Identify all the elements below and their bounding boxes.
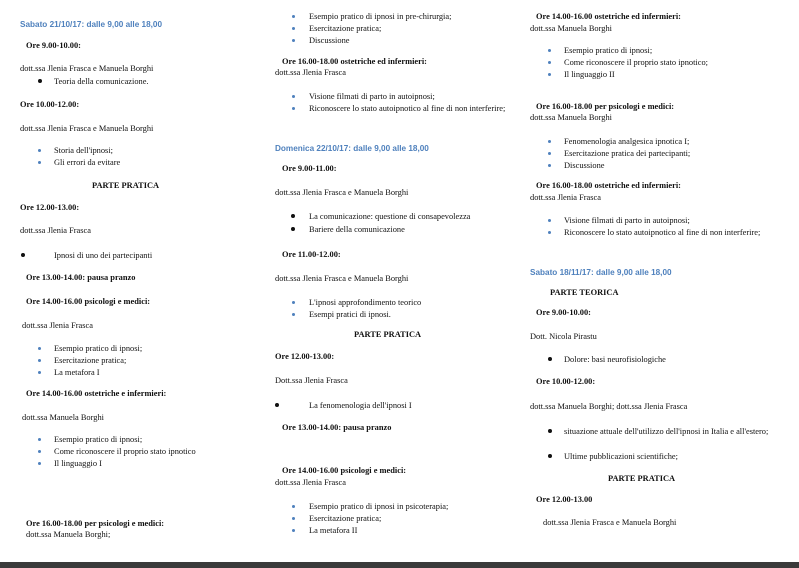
- bullet-icon: [548, 429, 552, 433]
- speaker-line: dott.ssa Jlenia Frasca: [275, 478, 346, 487]
- bullet-icon: [292, 95, 295, 98]
- bullet-icon: [38, 371, 41, 374]
- list-item: Dolore: basi neurofisiologiche: [564, 355, 666, 364]
- bullet-icon: [548, 73, 551, 76]
- bullet-icon: [548, 61, 551, 64]
- bullet-icon: [21, 253, 25, 257]
- section-heading-pratica: PARTE PRATICA: [608, 474, 676, 483]
- list-item: La fenomenologia dell'ipnosi I: [309, 401, 412, 410]
- speaker-line: Dott.ssa Jlenia Frasca: [275, 376, 348, 385]
- time-slot-heading: Ore 16.00-18.00 ostetriche ed infermieri:: [282, 57, 427, 66]
- list-item: Esempio pratico di ipnosi;: [54, 344, 143, 353]
- bullet-icon: [292, 505, 295, 508]
- bullet-icon: [548, 140, 551, 143]
- time-slot-heading: Ore 9.00-10.00:: [536, 308, 591, 317]
- time-slot-heading: Ore 9.00-11.00:: [282, 164, 337, 173]
- time-slot-heading: Ore 10.00-12.00:: [536, 377, 596, 386]
- time-slot-heading: Ore 14.00-16.00 psicologi e medici:: [282, 466, 407, 475]
- day-date-heading: Sabato 18/11/17: dalle 9,00 alle 18,00: [530, 268, 672, 277]
- time-slot-heading: Ore 16.00-18.00 per psicologi e medici:: [536, 102, 675, 111]
- time-slot-heading: Ore 16.00-18.00 per psicologi e medici:: [26, 519, 165, 528]
- list-item: Esercitazione pratica;: [54, 356, 127, 365]
- speaker-line: dott.ssa Manuela Borghi: [530, 113, 612, 122]
- time-slot-heading: Ore 13.00-14.00: pausa pranzo: [26, 273, 136, 282]
- list-item: Discussione: [564, 161, 605, 170]
- speaker-line: dott.ssa Jlenia Frasca: [275, 68, 346, 77]
- bullet-icon: [291, 214, 295, 218]
- speaker-line: dott.ssa Jlenia Frasca: [20, 226, 91, 235]
- bullet-icon: [548, 231, 551, 234]
- day-date-heading: Domenica 22/10/17: dalle 9,00 alle 18,00: [275, 144, 429, 153]
- time-slot-heading: Ore 16.00-18.00 ostetriche ed infermieri:: [536, 181, 681, 190]
- bullet-icon: [548, 152, 551, 155]
- time-slot-heading: Ore 12.00-13.00:: [275, 352, 335, 361]
- speaker-line: dott.ssa Jlenia Frasca e Manuela Borghi: [543, 518, 677, 527]
- bullet-icon: [548, 454, 552, 458]
- bullet-icon: [292, 27, 295, 30]
- list-item: Riconoscere lo stato autoipnotico al fine di non interferire;: [309, 104, 506, 113]
- list-item: Il linguaggio II: [564, 70, 615, 79]
- bullet-icon: [548, 219, 551, 222]
- bullet-icon: [291, 227, 295, 231]
- list-item: Il linguaggio I: [54, 459, 102, 468]
- speaker-line: dott.ssa Manuela Borghi: [530, 24, 612, 33]
- list-item: Fenomenologia analgesica ipnotica I;: [564, 137, 690, 146]
- bullet-icon: [548, 164, 551, 167]
- bullet-icon: [38, 450, 41, 453]
- section-heading-pratica: PARTE PRATICA: [92, 181, 160, 190]
- list-item: situazione attuale dell'utilizzo dell'ipnosi in Italia e all'estero;: [564, 427, 769, 436]
- bullet-icon: [38, 347, 41, 350]
- list-item: Esercitazione pratica dei partecipanti;: [564, 149, 691, 158]
- list-item: Riconoscere lo stato autoipnotico al fine di non interferire;: [564, 228, 761, 237]
- speaker-line: dott.ssa Jlenia Frasca: [22, 321, 93, 330]
- list-item: La metafora I: [54, 368, 100, 377]
- list-item: Come riconoscere il proprio stato ipnotico;: [564, 58, 708, 67]
- time-slot-heading: Ore 10.00-12.00:: [20, 100, 80, 109]
- bullet-icon: [38, 438, 41, 441]
- list-item: Gli errori da evitare: [54, 158, 121, 167]
- bottom-edge-bar: [0, 562, 799, 568]
- bullet-icon: [292, 107, 295, 110]
- time-slot-heading: Ore 14.00-16.00 ostetriche e infermieri:: [26, 389, 167, 398]
- list-item: Visione filmati di parto in autoipnosi;: [309, 92, 435, 101]
- bullet-icon: [292, 301, 295, 304]
- time-slot-heading: Ore 9.00-10.00:: [26, 41, 81, 50]
- list-item: Ultime pubblicazioni scientifiche;: [564, 452, 678, 461]
- list-item: Esempio pratico di ipnosi;: [54, 435, 143, 444]
- list-item: Esempi pratici di ipnosi.: [309, 310, 391, 319]
- bullet-icon: [292, 313, 295, 316]
- speaker-line: dott.ssa Jlenia Frasca e Manuela Borghi: [275, 274, 409, 283]
- time-slot-heading: Ore 13.00-14.00: pausa pranzo: [282, 423, 392, 432]
- speaker-line: Dott. Nicola Pirastu: [530, 332, 597, 341]
- list-item: Come riconoscere il proprio stato ipnotico: [54, 447, 196, 456]
- time-slot-heading: Ore 11.00-12.00:: [282, 250, 341, 259]
- bullet-icon: [38, 462, 41, 465]
- list-item: La comunicazione: questione di consapevolezza: [309, 212, 471, 221]
- list-item: Bariere della comunicazione: [309, 225, 405, 234]
- bullet-icon: [38, 149, 41, 152]
- bullet-icon: [292, 39, 295, 42]
- list-item: Esercitazione pratica;: [309, 24, 382, 33]
- speaker-line: dott.ssa Jlenia Frasca e Manuela Borghi: [20, 64, 154, 73]
- time-slot-heading: Ore 12.00-13.00:: [20, 203, 80, 212]
- list-item: Esempio pratico di ipnosi in pre-chirurgia;: [309, 12, 452, 21]
- speaker-line: dott.ssa Jlenia Frasca e Manuela Borghi: [275, 188, 409, 197]
- list-item: Discussione: [309, 36, 350, 45]
- list-item: L'ipnosi approfondimento teorico: [309, 298, 422, 307]
- bullet-icon: [38, 79, 42, 83]
- list-item: Ipnosi di uno dei partecipanti: [54, 251, 153, 260]
- list-item: Esercitazione pratica;: [309, 514, 382, 523]
- bullet-icon: [292, 15, 295, 18]
- speaker-line: dott.ssa Manuela Borghi; dott.ssa Jlenia Frasca: [530, 402, 688, 411]
- list-item: Esempio pratico di ipnosi in psicoterapia;: [309, 502, 449, 511]
- section-heading-pratica: PARTE PRATICA: [354, 330, 422, 339]
- bullet-icon: [38, 359, 41, 362]
- speaker-line: dott.ssa Manuela Borghi: [22, 413, 104, 422]
- time-slot-heading: Ore 14.00-16.00 ostetriche ed infermieri:: [536, 12, 681, 21]
- bullet-icon: [275, 403, 279, 407]
- day-date-heading: Sabato 21/10/17: dalle 9,00 alle 18,00: [20, 20, 163, 29]
- bullet-icon: [38, 161, 41, 164]
- bullet-icon: [548, 357, 552, 361]
- speaker-line: dott.ssa Jlenia Frasca e Manuela Borghi: [20, 124, 154, 133]
- speaker-line: dott.ssa Manuela Borghi;: [26, 530, 111, 539]
- time-slot-heading: Ore 12.00-13.00: [536, 495, 593, 504]
- list-item: Esempio pratico di ipnosi;: [564, 46, 653, 55]
- bullet-icon: [292, 517, 295, 520]
- list-item: La metafora II: [309, 526, 358, 535]
- list-item: Storia dell'ipnosi;: [54, 146, 113, 155]
- speaker-line: dott.ssa Jlenia Frasca: [530, 193, 601, 202]
- section-heading-teorica: PARTE TEORICA: [550, 288, 619, 297]
- time-slot-heading: Ore 14.00-16.00 psicologi e medici:: [26, 297, 151, 306]
- list-item: Visione filmati di parto in autoipnosi;: [564, 216, 690, 225]
- bullet-icon: [548, 49, 551, 52]
- bullet-icon: [292, 529, 295, 532]
- list-item: Teoria della comunicazione.: [54, 77, 149, 86]
